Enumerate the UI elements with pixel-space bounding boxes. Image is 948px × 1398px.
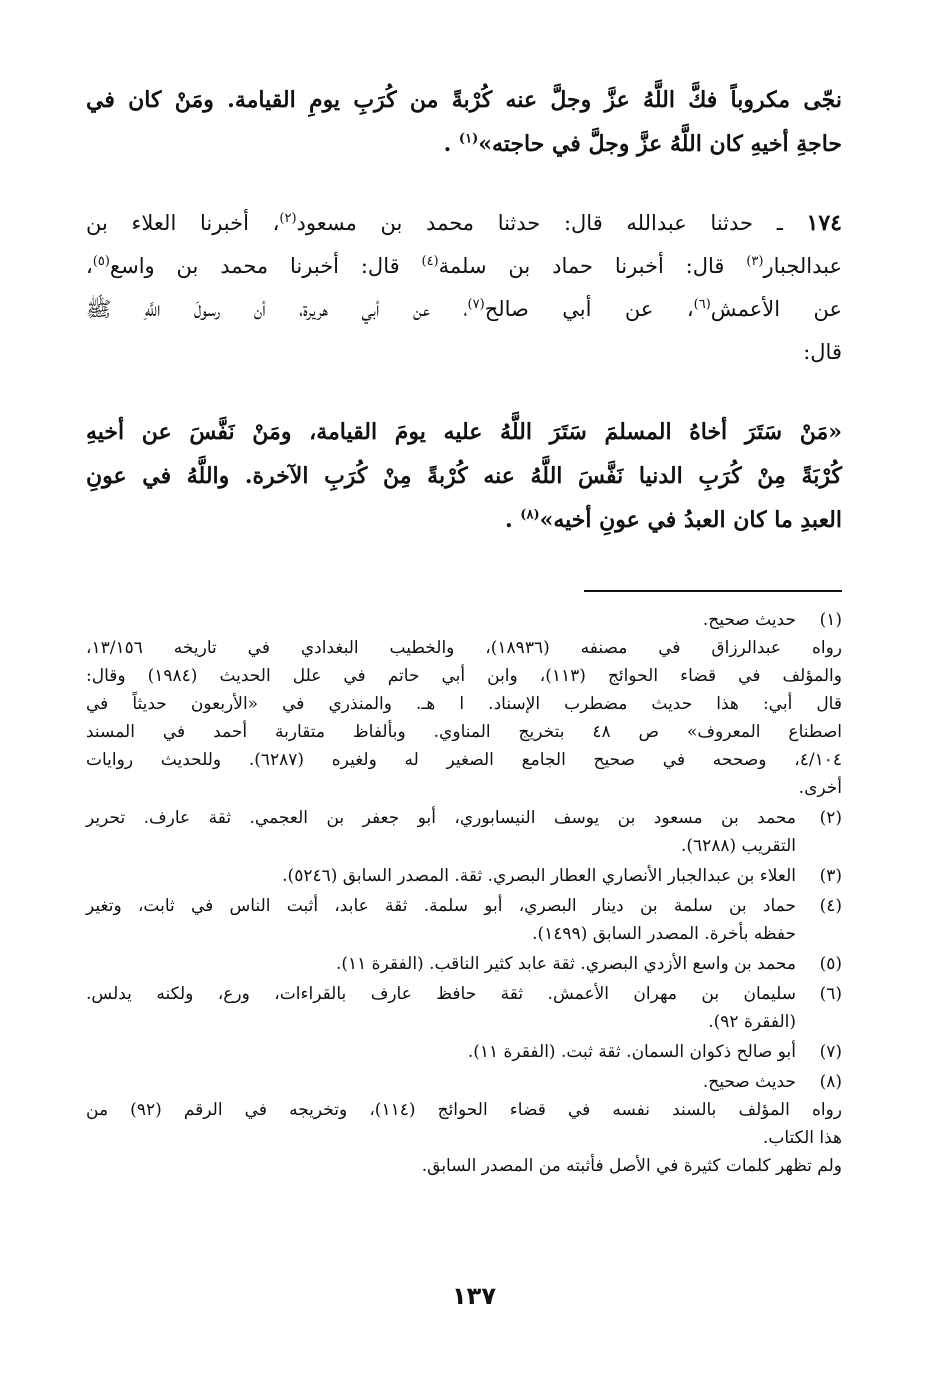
footnote-line: هذا الكتاب. <box>762 1128 842 1148</box>
footnote-number: (٨) <box>819 1072 842 1092</box>
footnote-line: محمد بن مسعود بن يوسف النيسابوري، أبو جعفر بن العجمي. ثقة عارف. تحرير <box>86 808 796 828</box>
footnote-line: أخرى. <box>798 778 842 798</box>
text-segment: عن الأعمش <box>710 297 843 321</box>
footnote <box>86 980 842 1036</box>
text-segment: . <box>443 131 452 157</box>
text-line <box>86 288 842 331</box>
text-segment: ، أخبرنا العلاء بن <box>86 211 280 235</box>
footnote-number: (٤) <box>819 896 842 916</box>
text-line: نجّى مكروباً فكَّ اللَّهُ عزَّ وجلَّ عنه كُرْبةً من كُرَبِ يومِ القيامة. ومَنْ كان في <box>86 87 842 113</box>
footnote-ref: (٧) <box>467 297 485 312</box>
footnote <box>86 892 842 948</box>
footnote-ref: (١) <box>458 131 479 147</box>
text-segment: . <box>504 507 513 533</box>
footnote-number: (٥) <box>819 954 842 974</box>
footnote-ref: (٤) <box>421 254 439 269</box>
footnote-number: (٣) <box>819 866 842 886</box>
footnote-number: (٢) <box>819 808 842 828</box>
text-segment: قال: أخبرنا حماد بن سلمة <box>438 254 747 278</box>
footnote-separator <box>584 590 842 592</box>
footnote-number: (١) <box>819 610 842 630</box>
footnote-line: ٤/١٠٤، وصححه في صحيح الجامع الصغير له ولغيره (٦٢٨٧). وللحديث روايات <box>86 750 842 770</box>
footnote-line: (الفقرة ٩٢). <box>708 1012 796 1032</box>
footnote <box>86 1038 842 1066</box>
footnote-ref: (٨) <box>520 507 540 523</box>
hadith-chain <box>86 202 842 374</box>
page-number: ١٣٧ <box>452 1282 496 1310</box>
hadith-text <box>86 410 842 542</box>
text-line: كُرْبَةً مِنْ كُرَبِ الدنيا نَفَّسَ اللَّهُ عنه كُرْبةً مِنْ كُرَبِ الآخرة. واللَّهُ في عونِ <box>86 463 842 489</box>
text-segment: ، عن أبي صالح <box>484 297 694 321</box>
text-line: «مَنْ سَتَرَ أخاهُ المسلمَ سَتَرَ اللَّهُ عليه يومَ القيامة، ومَنْ نَفَّسَ عن أخيهِ <box>86 419 842 445</box>
text-segment: ـ حدثنا عبدالله قال: حدثنا محمد بن مسعود <box>296 211 783 235</box>
text-segment: عبدالجبار <box>763 254 842 278</box>
footnote <box>86 804 842 860</box>
hadith-number: ١٧٤ <box>806 210 842 236</box>
footnote <box>86 1068 842 1180</box>
footnote-line: أبو صالح ذكوان السمان. ثقة ثبت. (الفقرة ١١). <box>467 1042 796 1062</box>
footnote-line: العلاء بن عبدالجبار الأنصاري العطار البصري. ثقة. المصدر السابق (٥٢٤٦). <box>282 866 796 886</box>
page-body <box>86 78 842 1182</box>
footnote-line: حفظه بأخرة. المصدر السابق (١٤٩٩). <box>532 924 796 944</box>
text-segment: قال: أخبرنا محمد بن واسع <box>109 254 422 278</box>
footnote-line: رواه عبدالرزاق في مصنفه (١٨٩٣٦)، والخطيب البغدادي في تاريخه ١٣/١٥٦، <box>86 638 842 658</box>
footnote-number: (٧) <box>819 1042 842 1062</box>
footnote <box>86 606 842 802</box>
footnote-line: سليمان بن مهران الأعمش. ثقة حافظ عارف بالقراءات، ورع، ولكنه يدلس. <box>86 984 796 1004</box>
footnote <box>86 862 842 890</box>
footnote-line: قال أبي: هذا حديث مضطرب الإسناد. ا هـ. والمنذري في «الأربعون حديثاً في <box>86 694 842 714</box>
footnote-ref: (٣) <box>746 254 764 269</box>
footnote-line: حماد بن سلمة بن دينار البصري، أبو سلمة. ثقة عابد، أثبت الناس في ثابت، وتغير <box>86 896 796 916</box>
footnote-line: التقريب (٦٢٨٨). <box>680 836 796 856</box>
footnote-line: اصطناع المعروف» ص ٤٨ بتخريج المناوي. وبألفاظ متقاربة أحمد في المسند <box>86 722 842 742</box>
footnote-ref: (٥) <box>92 254 110 269</box>
text-segment: ، عن أبي هريرة، أن رسولَ اللَّهِ ﷺ <box>86 297 468 321</box>
text-line <box>86 202 842 245</box>
footnote-ref: (٢) <box>279 211 297 226</box>
text-segment: حاجةِ أخيهِ كان اللَّهُ عزَّ وجلَّ في حاجته» <box>478 131 842 157</box>
footnote-line: حديث صحيح. <box>702 610 796 630</box>
footnotes <box>86 606 842 1180</box>
footnote-line: محمد بن واسع الأزدي البصري. ثقة عابد كثير الناقب. (الفقرة ١١). <box>335 954 796 974</box>
text-line: قال: <box>803 340 842 364</box>
footnote-line: والمؤلف في قضاء الحوائج (١١٣)، وابن أبي حاتم في علل الحديث (١٩٨٤) وقال: <box>86 666 842 686</box>
text-line <box>86 498 842 542</box>
footnote-ref: (٦) <box>693 297 711 312</box>
text-segment: العبدِ ما كان العبدُ في عونِ أخيه» <box>539 507 842 533</box>
footnote-line: ولم تظهر كلمات كثيرة في الأصل فأثبته من المصدر السابق. <box>421 1156 842 1176</box>
footnote <box>86 950 842 978</box>
footnote-line: رواه المؤلف بالسند نفسه في قضاء الحوائج (١١٤)، وتخريجه في الرقم (٩٢) من <box>86 1100 842 1120</box>
text-segment: ، <box>86 254 93 278</box>
text-line <box>86 122 842 166</box>
footnote-number: (٦) <box>819 984 842 1004</box>
footnote-line: حديث صحيح. <box>702 1072 796 1092</box>
text-line <box>86 245 842 288</box>
top-paragraph <box>86 78 842 166</box>
